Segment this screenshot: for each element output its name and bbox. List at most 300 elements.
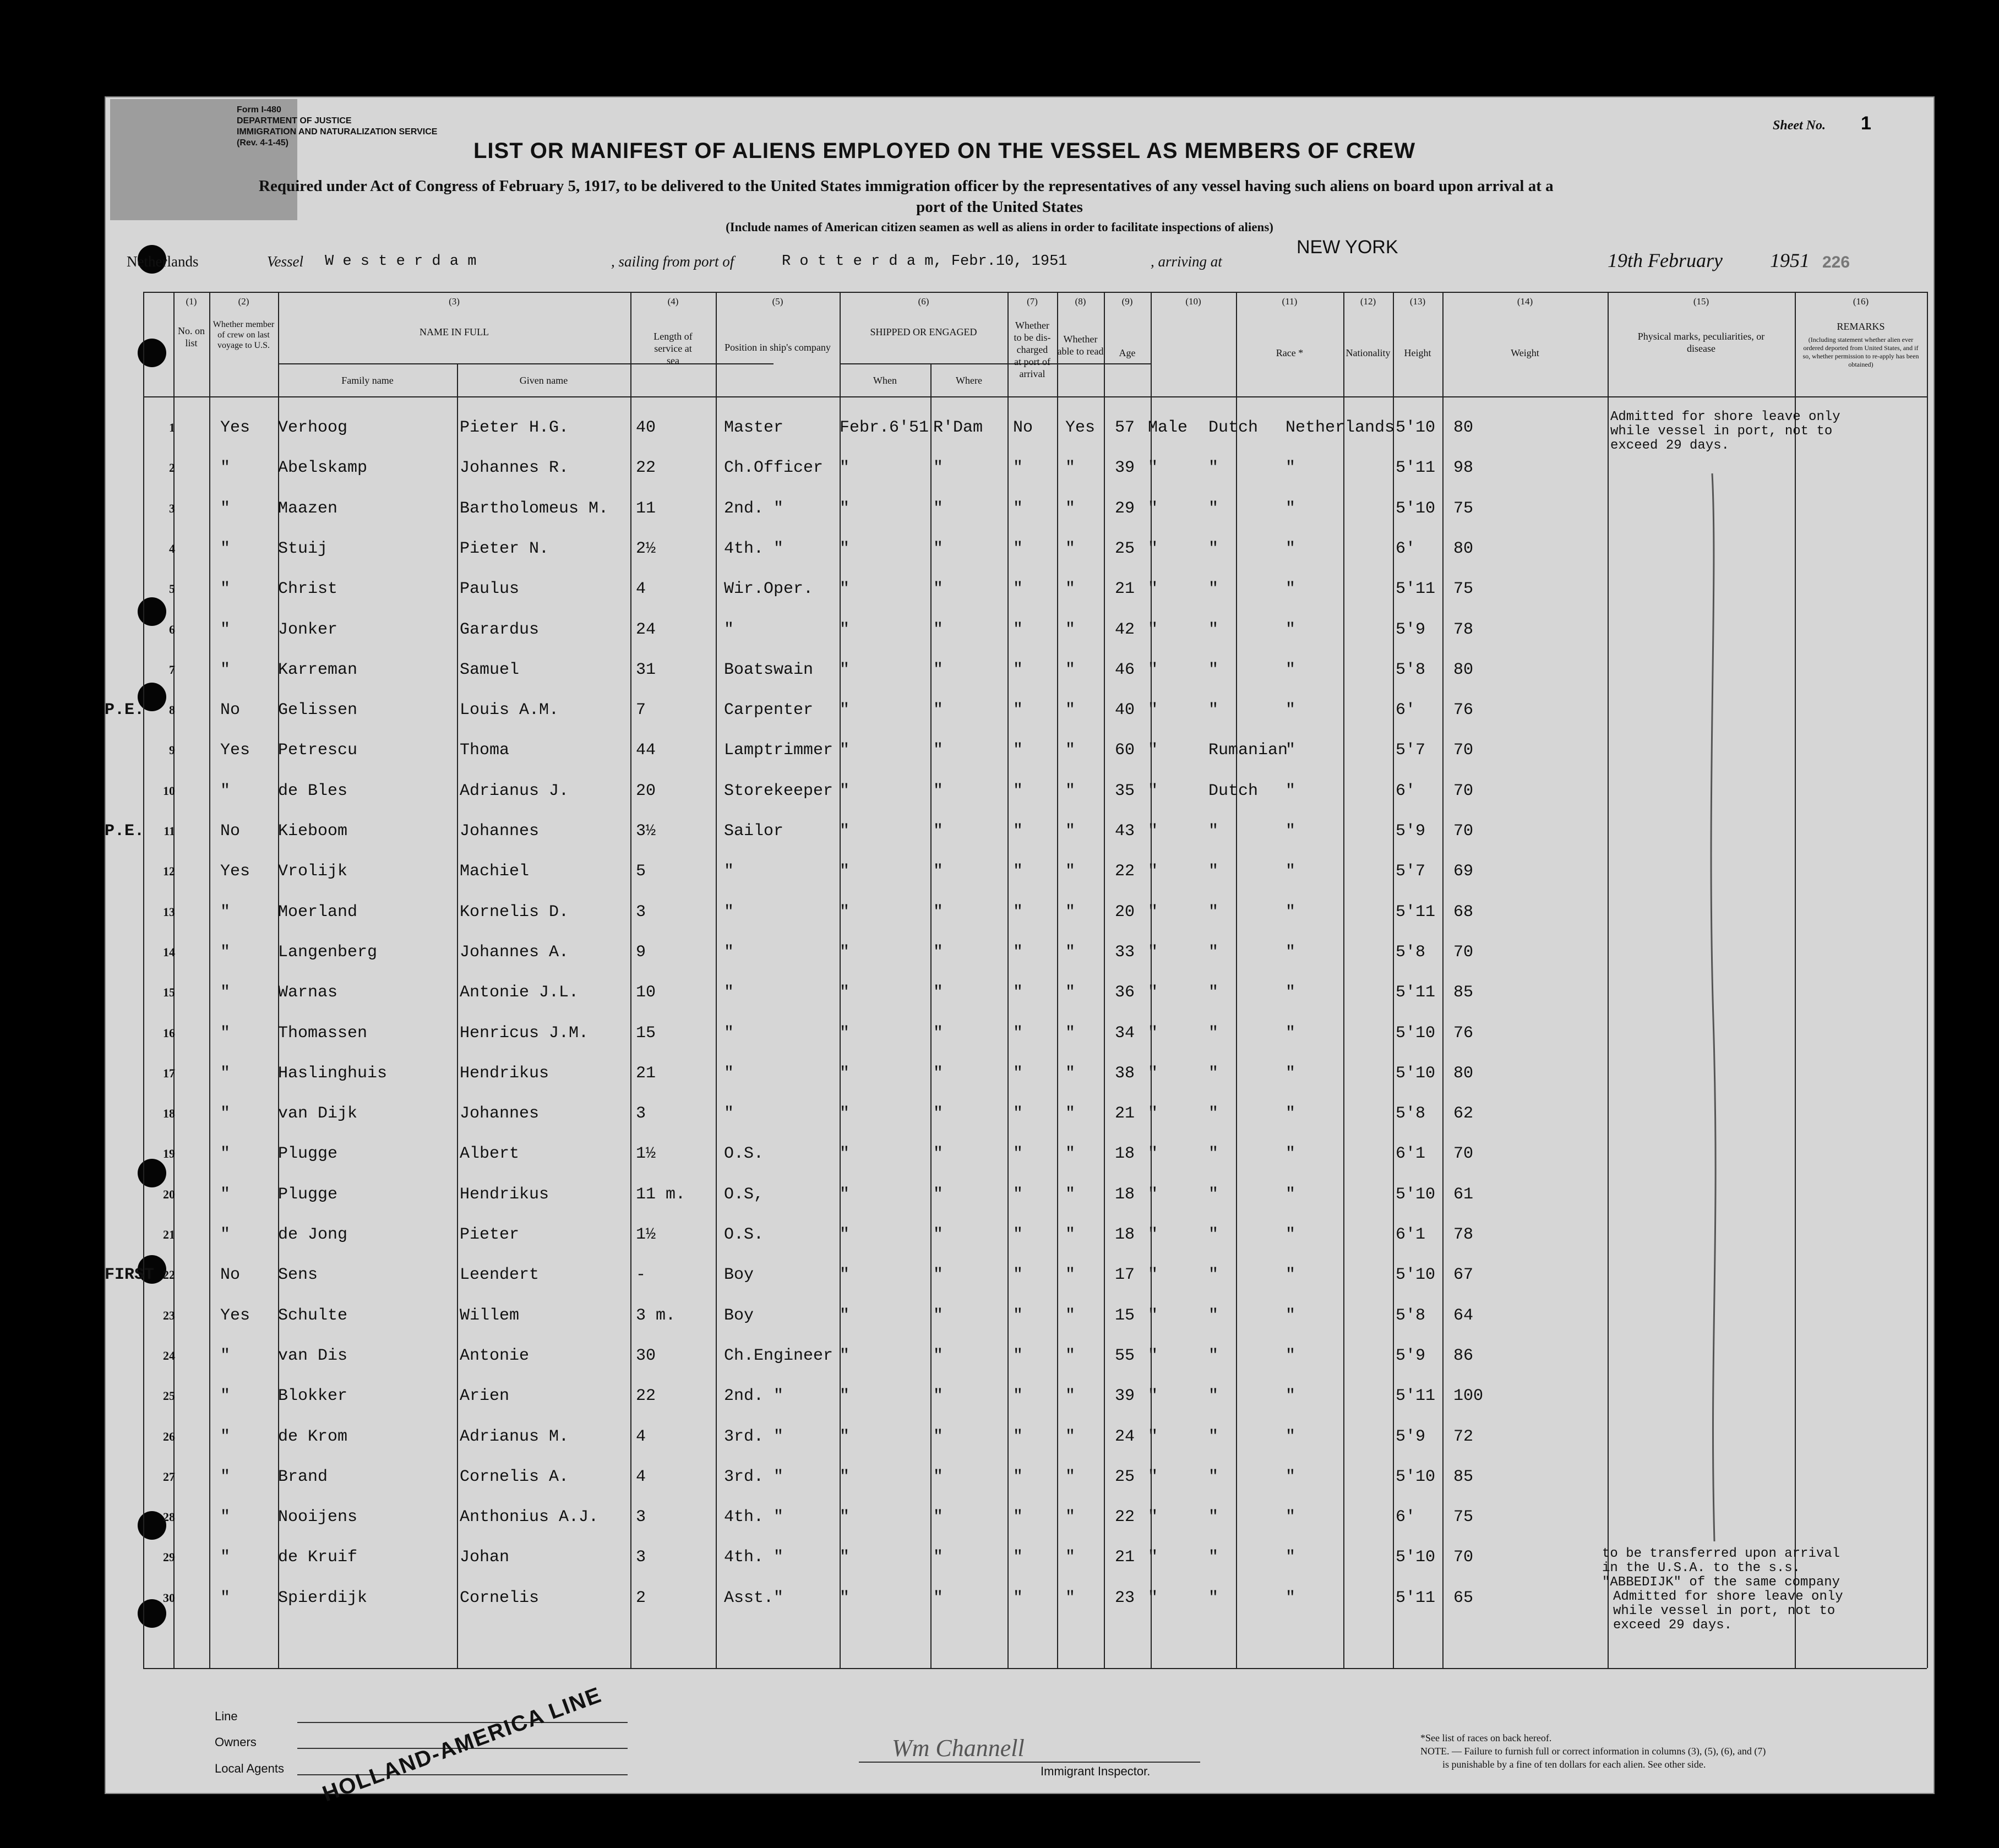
- weight: 69: [1453, 862, 1474, 881]
- sex: ": [1148, 1306, 1158, 1325]
- family-name: Gelissen: [278, 701, 358, 720]
- to-be-discharged: ": [1013, 862, 1023, 881]
- to-be-discharged: ": [1013, 781, 1023, 800]
- able-to-read: ": [1065, 1346, 1076, 1365]
- nationality: ": [1286, 862, 1296, 881]
- sex: ": [1148, 1588, 1158, 1607]
- race: ": [1208, 1548, 1219, 1567]
- able-to-read: ": [1065, 499, 1076, 518]
- row-number: 30: [163, 1590, 175, 1605]
- given-name: Bartholomeus M.: [460, 499, 609, 518]
- engaged-where: ": [933, 459, 944, 478]
- sex: ": [1148, 580, 1158, 599]
- row-number: 27: [163, 1469, 175, 1484]
- row-number: 18: [163, 1106, 175, 1121]
- height: 6'1: [1396, 1225, 1426, 1244]
- position: Master: [724, 418, 784, 437]
- age: 25: [1115, 1467, 1135, 1486]
- height: 5'11: [1396, 983, 1436, 1002]
- race: ": [1208, 1508, 1219, 1527]
- able-to-read: ": [1065, 1427, 1076, 1446]
- given-name: Antonie J.L.: [460, 983, 579, 1002]
- weight: 78: [1453, 1225, 1474, 1244]
- race: ": [1208, 1266, 1219, 1285]
- race: ": [1208, 459, 1219, 478]
- hdr-family-name: Family name: [341, 375, 394, 386]
- height: 6': [1396, 1508, 1416, 1527]
- engaged-when: ": [840, 499, 850, 518]
- col-num: (15): [1693, 296, 1709, 307]
- service-length: 3: [636, 1104, 646, 1124]
- to-be-discharged: ": [1013, 1588, 1023, 1607]
- height: 5'8: [1396, 1306, 1426, 1325]
- given-name: Arien: [460, 1387, 510, 1406]
- height: 5'7: [1396, 862, 1426, 881]
- position: Ch.Engineer: [724, 1346, 834, 1365]
- weight: 72: [1453, 1427, 1474, 1446]
- race: ": [1208, 1023, 1219, 1043]
- race: ": [1208, 539, 1219, 558]
- race: ": [1208, 1185, 1219, 1204]
- position: O.S.: [724, 1144, 764, 1164]
- family-name: de Kruif: [278, 1548, 358, 1567]
- race: ": [1208, 942, 1219, 962]
- remark-bottom-3: "ABBEDIJK" of the same company: [1602, 1575, 1840, 1590]
- height: 5'10: [1396, 1548, 1436, 1567]
- family-name: van Dijk: [278, 1104, 358, 1124]
- engaged-when: ": [840, 580, 850, 599]
- service-length: 4: [636, 1467, 646, 1486]
- remarks-ditto-line: [1696, 468, 1729, 1547]
- family-name: Kieboom: [278, 822, 348, 841]
- engaged-when: ": [840, 1508, 850, 1527]
- family-name: Moerland: [278, 902, 358, 922]
- race: ": [1208, 1144, 1219, 1164]
- service-length: 3: [636, 1508, 646, 1527]
- hdr-remarks: REMARKS: [1837, 321, 1885, 332]
- given-name: Samuel: [460, 660, 520, 679]
- remark-bottom-2: in the U.S.A. to the s.s.: [1602, 1561, 1801, 1576]
- race: ": [1208, 1225, 1219, 1244]
- given-name: Machiel: [460, 862, 530, 881]
- engaged-when: ": [840, 1104, 850, 1124]
- hdr-position: Position in ship's company: [725, 342, 831, 353]
- port-from: R o t t e r d a m, Febr.10, 1951: [782, 253, 1067, 270]
- able-to-read: ": [1065, 1185, 1076, 1204]
- position: Wir.Oper.: [724, 580, 814, 599]
- age: 15: [1115, 1306, 1135, 1325]
- row-number: 22: [163, 1268, 175, 1282]
- service-length: 21: [636, 1064, 656, 1083]
- member-last-voyage: ": [220, 660, 231, 679]
- member-last-voyage: Yes: [220, 741, 250, 760]
- col-num: (11): [1282, 296, 1298, 307]
- service-length: 5: [636, 862, 646, 881]
- family-name: Haslinghuis: [278, 1064, 388, 1083]
- hdr-remarks-note: (Including statement whether alien ever ordered deported from United States, and if so, whether permission to re-apply has been obtained): [1802, 336, 1919, 368]
- given-name: Johan: [460, 1548, 510, 1567]
- engaged-when: ": [840, 862, 850, 881]
- subtitle-line3: (Include names of American citizen seamen as well as aliens in order to facilitate inspections of aliens): [726, 220, 1273, 234]
- height: 5'10: [1396, 499, 1436, 518]
- able-to-read: ": [1065, 1104, 1076, 1124]
- to-be-discharged: ": [1013, 580, 1023, 599]
- family-name: Sens: [278, 1266, 318, 1285]
- height: 5'11: [1396, 1387, 1436, 1406]
- sex: ": [1148, 459, 1158, 478]
- race: ": [1208, 1387, 1219, 1406]
- race: ": [1208, 660, 1219, 679]
- able-to-read: ": [1065, 1548, 1076, 1567]
- able-to-read: ": [1065, 902, 1076, 922]
- service-length: 24: [636, 620, 656, 639]
- height: 5'11: [1396, 580, 1436, 599]
- position: ": [724, 862, 734, 881]
- family-name: Jonker: [278, 620, 338, 639]
- engaged-where: ": [933, 1306, 944, 1325]
- given-name: Garardus: [460, 620, 540, 639]
- age: 21: [1115, 580, 1135, 599]
- remark-bottom-1: to be transferred upon arrival: [1602, 1546, 1840, 1561]
- vessel-line: [127, 237, 1861, 275]
- sex: ": [1148, 822, 1158, 841]
- engaged-where: ": [933, 822, 944, 841]
- family-name: Plugge: [278, 1185, 338, 1204]
- weight: 76: [1453, 1023, 1474, 1043]
- service-length: 11 m.: [636, 1185, 686, 1204]
- service-length: 10: [636, 983, 656, 1002]
- weight: 70: [1453, 781, 1474, 800]
- engaged-when: Febr.6'51: [840, 418, 929, 437]
- weight: 98: [1453, 459, 1474, 478]
- member-last-voyage: ": [220, 942, 231, 962]
- member-last-voyage: ": [220, 781, 231, 800]
- able-to-read: ": [1065, 781, 1076, 800]
- given-name: Johannes: [460, 822, 540, 841]
- age: 43: [1115, 822, 1135, 841]
- member-last-voyage: ": [220, 1427, 231, 1446]
- engaged-where: R'Dam: [933, 418, 983, 437]
- row-number: 5: [169, 582, 175, 596]
- given-name: Pieter H.G.: [460, 418, 569, 437]
- to-be-discharged: ": [1013, 1508, 1023, 1527]
- weight: 70: [1453, 822, 1474, 841]
- given-name: Adrianus J.: [460, 781, 569, 800]
- height: 5'9: [1396, 822, 1426, 841]
- weight: 67: [1453, 1266, 1474, 1285]
- given-name: Anthonius A.J.: [460, 1508, 599, 1527]
- age: 40: [1115, 701, 1135, 720]
- engaged-where: ": [933, 701, 944, 720]
- engaged-where: ": [933, 620, 944, 639]
- footer-owners-label: Owners: [215, 1735, 257, 1749]
- engaged-when: ": [840, 1185, 850, 1204]
- member-last-voyage: ": [220, 1346, 231, 1365]
- to-be-discharged: ": [1013, 1225, 1023, 1244]
- age: 60: [1115, 741, 1135, 760]
- engaged-where: ": [933, 983, 944, 1002]
- given-name: Louis A.M.: [460, 701, 559, 720]
- service-length: 11: [636, 499, 656, 518]
- member-last-voyage: ": [220, 1023, 231, 1043]
- member-last-voyage: ": [220, 1144, 231, 1164]
- race: ": [1208, 701, 1219, 720]
- able-to-read: ": [1065, 1144, 1076, 1164]
- engaged-where: ": [933, 1427, 944, 1446]
- family-name: Petrescu: [278, 741, 358, 760]
- engaged-where: ": [933, 902, 944, 922]
- weight: 70: [1453, 1548, 1474, 1567]
- height: 5'9: [1396, 620, 1426, 639]
- nationality: ": [1286, 902, 1296, 922]
- remark-top-3: exceed 29 days.: [1610, 438, 1730, 453]
- given-name: Albert: [460, 1144, 520, 1164]
- hdr-name-in-full: NAME IN FULL: [420, 326, 489, 337]
- given-name: Hendrikus: [460, 1064, 549, 1083]
- row-number: 17: [163, 1066, 175, 1080]
- engaged-where: ": [933, 1225, 944, 1244]
- row-number: 16: [163, 1026, 175, 1040]
- service-length: 2½: [636, 539, 656, 558]
- race: ": [1208, 1588, 1219, 1607]
- height: 5'8: [1396, 1104, 1426, 1124]
- member-last-voyage: ": [220, 1548, 231, 1567]
- family-name: Maazen: [278, 499, 338, 518]
- nationality: ": [1286, 620, 1296, 639]
- row-number: 26: [163, 1429, 175, 1443]
- member-last-voyage: ": [220, 1467, 231, 1486]
- able-to-read: ": [1065, 459, 1076, 478]
- engaged-when: ": [840, 1064, 850, 1083]
- engaged-where: ": [933, 942, 944, 962]
- nationality: ": [1286, 1104, 1296, 1124]
- service-length: 3: [636, 902, 646, 922]
- to-be-discharged: ": [1013, 1467, 1023, 1486]
- to-be-discharged: ": [1013, 1306, 1023, 1325]
- family-name: Spierdijk: [278, 1588, 368, 1607]
- sex: ": [1148, 741, 1158, 760]
- to-be-discharged: ": [1013, 741, 1023, 760]
- row-prefix-note: P.E.: [105, 701, 145, 720]
- sex: ": [1148, 1064, 1158, 1083]
- remark-bottom-4: Admitted for shore leave only: [1613, 1589, 1843, 1604]
- engaged-where: ": [933, 1064, 944, 1083]
- department: DEPARTMENT OF JUSTICE: [237, 116, 352, 126]
- sex: ": [1148, 1023, 1158, 1043]
- weight: 85: [1453, 983, 1474, 1002]
- hdr-when: When: [873, 375, 897, 386]
- height: 5'8: [1396, 660, 1426, 679]
- member-last-voyage: ": [220, 1064, 231, 1083]
- row-number: 24: [163, 1348, 175, 1362]
- sheet-number: 1: [1861, 113, 1871, 134]
- member-last-voyage: ": [220, 1387, 231, 1406]
- family-name: Brand: [278, 1467, 328, 1486]
- nationality: ": [1286, 701, 1296, 720]
- given-name: Hendrikus: [460, 1185, 549, 1204]
- family-name: de Bles: [278, 781, 348, 800]
- family-name: Warnas: [278, 983, 338, 1002]
- engaged-when: ": [840, 660, 850, 679]
- sex: ": [1148, 1104, 1158, 1124]
- crew-table: [143, 292, 1927, 1668]
- sex: ": [1148, 902, 1158, 922]
- engaged-when: ": [840, 459, 850, 478]
- to-be-discharged: ": [1013, 1104, 1023, 1124]
- service-length: 4: [636, 1427, 646, 1446]
- engaged-when: ": [840, 1548, 850, 1567]
- row-number: 28: [163, 1510, 175, 1524]
- service-length: 7: [636, 701, 646, 720]
- age: 34: [1115, 1023, 1135, 1043]
- to-be-discharged: ": [1013, 539, 1023, 558]
- able-to-read: ": [1065, 701, 1076, 720]
- arriving-label: , arriving at: [1151, 253, 1222, 270]
- weight: 80: [1453, 418, 1474, 437]
- weight: 85: [1453, 1467, 1474, 1486]
- family-name: de Jong: [278, 1225, 348, 1244]
- col-num: (3): [449, 296, 460, 307]
- family-name: Christ: [278, 580, 338, 599]
- race: ": [1208, 1467, 1219, 1486]
- sex: ": [1148, 1387, 1158, 1406]
- given-name: Henricus J.M.: [460, 1023, 589, 1043]
- row-number: 6: [169, 622, 175, 636]
- sex: ": [1148, 781, 1158, 800]
- to-be-discharged: ": [1013, 701, 1023, 720]
- row-number: 21: [163, 1228, 175, 1241]
- weight: 70: [1453, 741, 1474, 760]
- race: ": [1208, 1104, 1219, 1124]
- nationality: ": [1286, 1548, 1296, 1567]
- member-last-voyage: Yes: [220, 862, 250, 881]
- sex: ": [1148, 1427, 1158, 1446]
- hdr-given-name: Given name: [519, 375, 568, 386]
- col-num: (8): [1075, 296, 1086, 307]
- engaged-where: ": [933, 660, 944, 679]
- engaged-when: ": [840, 1346, 850, 1365]
- to-be-discharged: ": [1013, 1387, 1023, 1406]
- arrival-date: 19th February: [1608, 249, 1723, 271]
- family-name: Verhoog: [278, 418, 348, 437]
- able-to-read: ": [1065, 539, 1076, 558]
- member-last-voyage: No: [220, 822, 241, 841]
- age: 18: [1115, 1225, 1135, 1244]
- port-to: NEW YORK: [1297, 237, 1398, 258]
- able-to-read: ": [1065, 741, 1076, 760]
- height: 5'10: [1396, 1185, 1436, 1204]
- nationality: ": [1286, 1306, 1296, 1325]
- note-penalty-1: NOTE. — Failure to furnish full or correct information in columns (3), (5), (6), and (7): [1420, 1746, 1766, 1757]
- engaged-when: ": [840, 701, 850, 720]
- sheet-label: Sheet No.: [1773, 118, 1826, 133]
- engaged-when: ": [840, 1225, 850, 1244]
- engaged-where: ": [933, 1144, 944, 1164]
- hdr-discharged: Whether to be dis-charged at port of arrival: [1014, 320, 1051, 379]
- member-last-voyage: ": [220, 1185, 231, 1204]
- service-length: 2: [636, 1588, 646, 1607]
- remark-top-2: while vessel in port, not to: [1610, 424, 1833, 439]
- position: Carpenter: [724, 701, 814, 720]
- nationality: ": [1286, 459, 1296, 478]
- inspector-signature: Wm Channell: [892, 1735, 1025, 1762]
- nationality: ": [1286, 660, 1296, 679]
- hdr-nationality: Nationality: [1346, 347, 1391, 358]
- weight: 62: [1453, 1104, 1474, 1124]
- row-number: 10: [163, 783, 175, 798]
- position: O.S,: [724, 1185, 764, 1204]
- hdr-shipped-engaged: SHIPPED OR ENGAGED: [870, 326, 977, 337]
- given-name: Kornelis D.: [460, 902, 569, 922]
- engaged-when: ": [840, 942, 850, 962]
- vessel-flag: Netherlands: [127, 253, 199, 270]
- engaged-when: ": [840, 822, 850, 841]
- race: ": [1208, 822, 1219, 841]
- weight: 78: [1453, 620, 1474, 639]
- service-length: 4: [636, 580, 646, 599]
- given-name: Paulus: [460, 580, 520, 599]
- sex: ": [1148, 1346, 1158, 1365]
- height: 6': [1396, 701, 1416, 720]
- col-num: (2): [238, 296, 249, 307]
- position: ": [724, 1104, 734, 1124]
- position: O.S.: [724, 1225, 764, 1244]
- to-be-discharged: ": [1013, 1185, 1023, 1204]
- age: 36: [1115, 983, 1135, 1002]
- to-be-discharged: ": [1013, 1346, 1023, 1365]
- height: 5'7: [1396, 741, 1426, 760]
- form-number: Form I-480: [237, 105, 281, 115]
- race: ": [1208, 1064, 1219, 1083]
- engaged-when: ": [840, 983, 850, 1002]
- age: 24: [1115, 1427, 1135, 1446]
- engaged-where: ": [933, 741, 944, 760]
- to-be-discharged: ": [1013, 499, 1023, 518]
- engaged-where: ": [933, 1185, 944, 1204]
- weight: 61: [1453, 1185, 1474, 1204]
- to-be-discharged: ": [1013, 983, 1023, 1002]
- weight: 75: [1453, 499, 1474, 518]
- sex: ": [1148, 942, 1158, 962]
- to-be-discharged: ": [1013, 1266, 1023, 1285]
- nationality: ": [1286, 1508, 1296, 1527]
- engaged-where: ": [933, 1387, 944, 1406]
- remark-bottom-6: exceed 29 days.: [1613, 1618, 1733, 1633]
- service-length: 3½: [636, 822, 656, 841]
- able-to-read: ": [1065, 1467, 1076, 1486]
- sex: Male: [1148, 418, 1188, 437]
- row-number: 19: [163, 1147, 175, 1161]
- sailing-label: , sailing from port of: [611, 253, 734, 270]
- hdr-age: Age: [1119, 347, 1136, 358]
- member-last-voyage: ": [220, 539, 231, 558]
- sex: ": [1148, 499, 1158, 518]
- family-name: Nooijens: [278, 1508, 358, 1527]
- position: Lamptrimmer: [724, 741, 834, 760]
- row-prefix-note: FIRST: [105, 1266, 155, 1285]
- subtitle-line2: port of the United States: [916, 198, 1083, 216]
- hdr-whether-member: Whether member of crew on last voyage to U.S.: [213, 320, 275, 350]
- to-be-discharged: ": [1013, 1427, 1023, 1446]
- hdr-race: Race *: [1276, 347, 1304, 358]
- col-num: (12): [1360, 296, 1376, 307]
- hdr-weight: Weight: [1511, 347, 1539, 358]
- age: 57: [1115, 418, 1135, 437]
- nationality: Netherlands: [1286, 418, 1395, 437]
- service-length: 40: [636, 418, 656, 437]
- able-to-read: ": [1065, 1064, 1076, 1083]
- sex: ": [1148, 660, 1158, 679]
